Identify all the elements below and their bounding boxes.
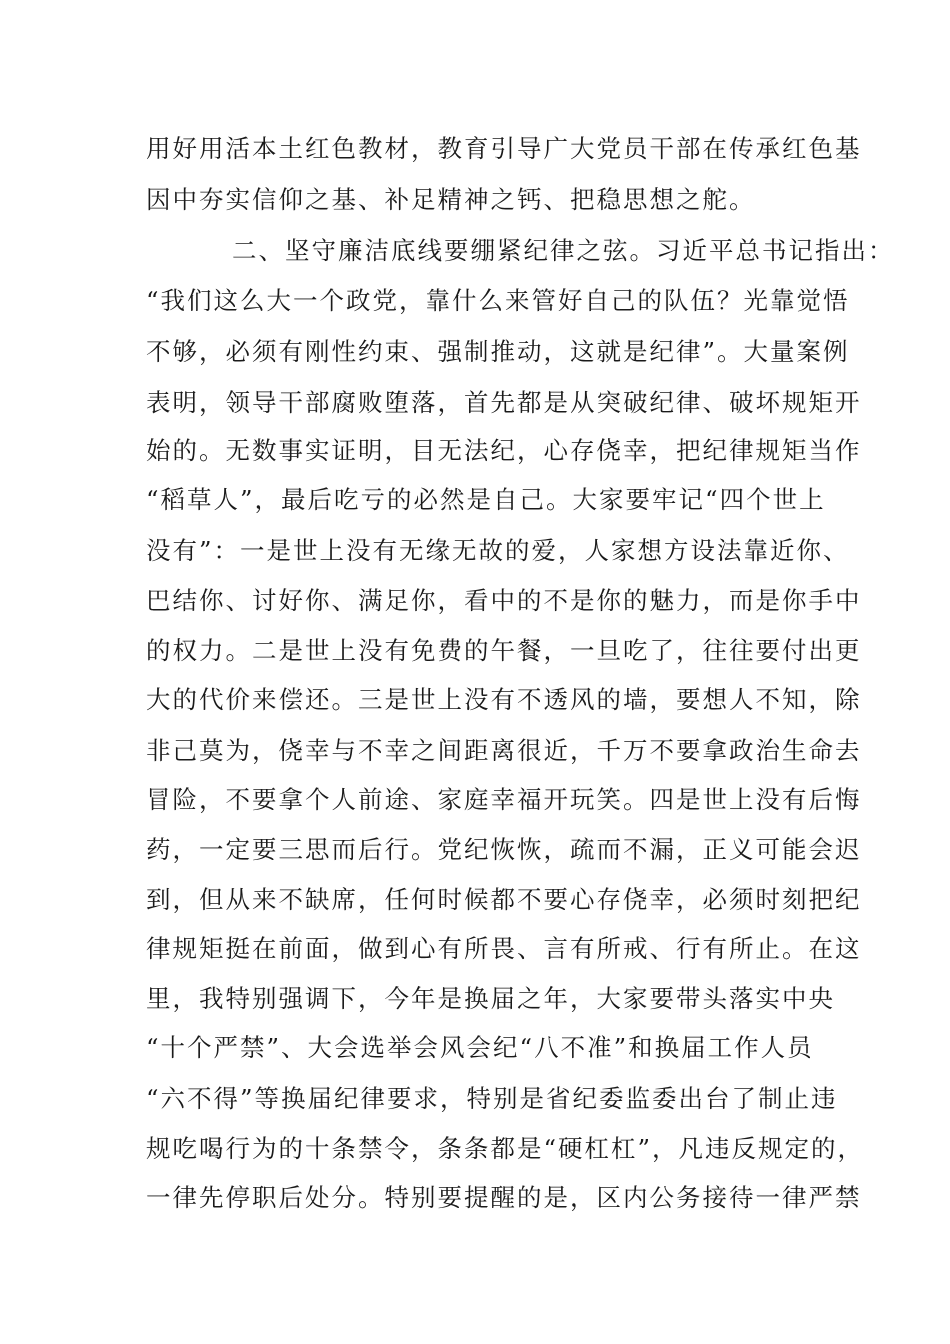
text-line: “我们这么大一个政党，靠什么来管好自己的队伍？光靠觉悟 bbox=[146, 286, 850, 315]
text-line: 的权力。二是世上没有免费的午餐，一旦吃了，往往要付出更 bbox=[146, 636, 862, 665]
text-line: 巴结你、讨好你、满足你，看中的不是你的魅力，而是你手中 bbox=[146, 586, 862, 615]
text-line: 到，但从来不缺席，任何时候都不要心存侥幸，必须时刻把纪 bbox=[146, 885, 862, 914]
text-line: 表明，领导干部腐败堕落，首先都是从突破纪律、破坏规矩开 bbox=[146, 388, 862, 417]
text-line: 规吃喝行为的十条禁令，条条都是“硬杠杠”，凡违反规定的， bbox=[146, 1134, 865, 1163]
text-line: 没有”：一是世上没有无缘无故的爱，人家想方设法靠近你、 bbox=[146, 536, 850, 565]
text-line: “十个严禁”、大会选举会风会纪“八不准”和换届工作人员 bbox=[146, 1033, 814, 1062]
text-line: 一律先停职后处分。特别要提醒的是，区内公务接待一律严禁 bbox=[146, 1183, 862, 1212]
text-line: 冒险，不要拿个人前途、家庭幸福开玩笑。四是世上没有后悔 bbox=[146, 785, 862, 814]
text-line: 因中夯实信仰之基、补足精神之钙、把稳思想之舵。 bbox=[146, 185, 756, 214]
text-line: 非己莫为，侥幸与不幸之间距离很近，千万不要拿政治生命去 bbox=[146, 736, 862, 765]
text-line: 始的。无数事实证明，目无法纪，心存侥幸，把纪律规矩当作 bbox=[146, 436, 862, 465]
text-line: “稻草人”，最后吃亏的必然是自己。大家要牢记“四个世上 bbox=[146, 485, 826, 514]
text-line: 用好用活本土红色教材，教育引导广大党员干部在传承红色基 bbox=[146, 134, 862, 163]
text-line: 不够，必须有刚性约束、强制推动，这就是纪律”。大量案例 bbox=[146, 337, 850, 366]
section-heading-line: 二、坚守廉洁底线要绷紧纪律之弦。习近平总书记指出： bbox=[232, 236, 895, 265]
text-line: 律规矩挺在前面，做到心有所畏、言有所戒、行有所止。在这 bbox=[146, 934, 862, 963]
text-line: 里，我特别强调下，今年是换届之年，大家要带头落实中央 bbox=[146, 984, 835, 1013]
text-line: 大的代价来偿还。三是世上没有不透风的墙，要想人不知，除 bbox=[146, 685, 862, 714]
text-line: “六不得”等换届纪律要求，特别是省纪委监委出台了制止违 bbox=[146, 1084, 838, 1113]
text-line: 药，一定要三思而后行。党纪恢恢，疏而不漏，正义可能会迟 bbox=[146, 835, 862, 864]
